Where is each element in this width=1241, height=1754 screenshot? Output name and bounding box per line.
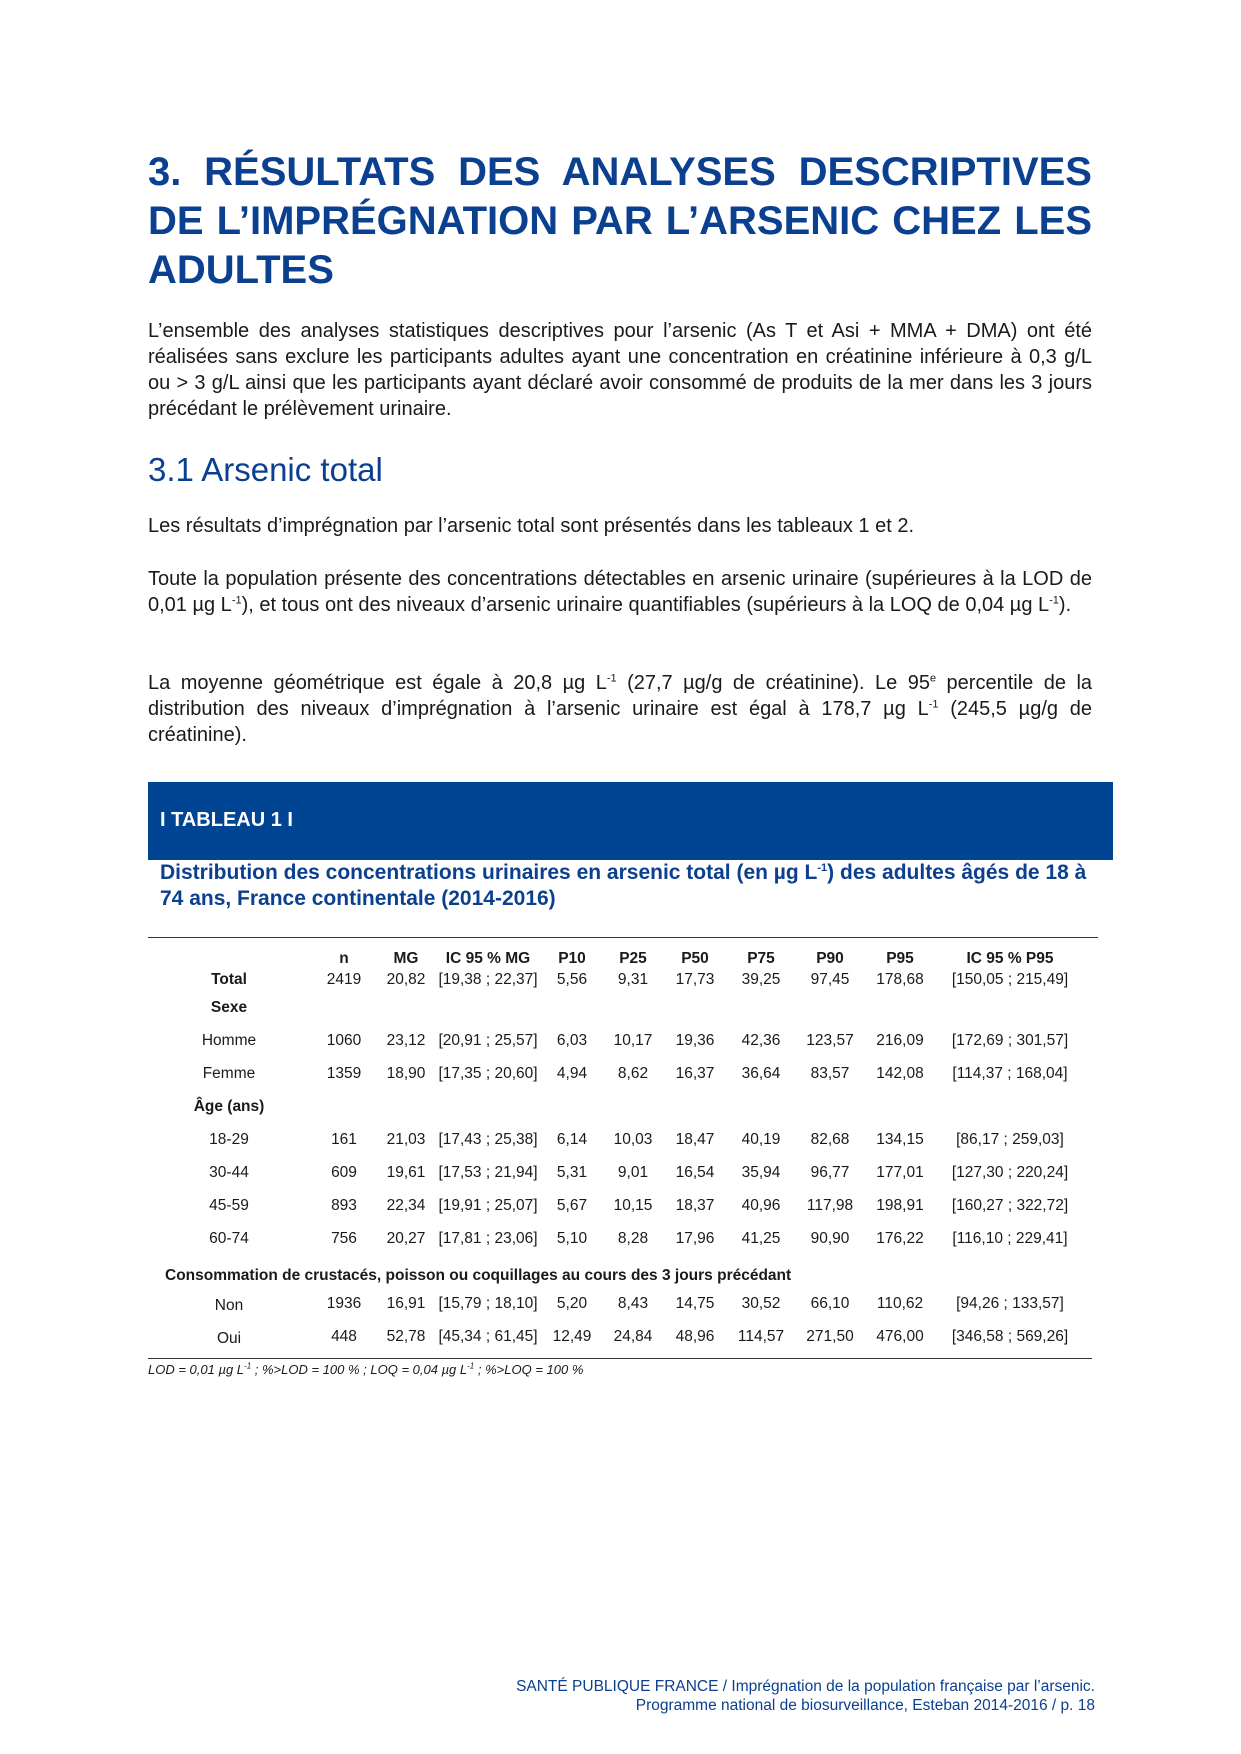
table-cell: 117,98	[806, 1196, 854, 1214]
row-label: 30-44	[209, 1163, 249, 1181]
table-row	[148, 1024, 1084, 1057]
footer-line-1: SANTÉ PUBLIQUE FRANCE / Imprégnation de la population française par l’arsenic.	[516, 1678, 1095, 1695]
table-cell: 10,03	[613, 1130, 653, 1148]
header-cell: P90	[816, 950, 844, 967]
header-cell: P50	[681, 950, 709, 967]
table-cell: 5,31	[556, 1163, 588, 1181]
table-cell: 14,75	[675, 1294, 715, 1312]
table-cell: 178,68	[876, 971, 924, 988]
row-label: Non	[214, 1297, 244, 1314]
table-cell: 66,10	[810, 1294, 850, 1312]
table-row	[148, 1156, 1084, 1189]
table-cell: [20,91 ; 25,57]	[438, 1031, 538, 1049]
table-cell: 35,94	[741, 1163, 781, 1181]
table-cell: 5,67	[556, 1196, 588, 1214]
header-cell: n	[339, 950, 349, 967]
table-row	[148, 1222, 1084, 1255]
header-cell: P75	[747, 950, 775, 967]
table-cell: 16,54	[675, 1163, 715, 1181]
header-cell: P95	[886, 950, 914, 967]
table-cell: 8,28	[617, 1229, 649, 1247]
empty-cell	[310, 991, 1084, 1024]
footer-line-2: Programme national de biosurveillance, Esteban 2014-2016 / p. 18	[635, 1697, 1095, 1714]
table-cell: [15,79 ; 18,10]	[438, 1294, 538, 1312]
header-cell-empty	[148, 938, 310, 971]
table-cell: 123,57	[806, 1031, 854, 1049]
table-header-row	[148, 938, 1084, 971]
table-cell: 10,15	[613, 1196, 653, 1214]
table-cell: [17,43 ; 25,38]	[438, 1130, 538, 1148]
table-cell: [86,17 ; 259,03]	[956, 1130, 1064, 1148]
group-label: Sexe	[210, 998, 248, 1016]
table-cell: 18,37	[675, 1196, 715, 1214]
table-cell: 9,01	[617, 1163, 649, 1181]
table-cell: 176,22	[876, 1229, 924, 1247]
table-cell: 6,14	[556, 1130, 588, 1148]
table-cell: 476,00	[876, 1327, 924, 1345]
table-cell: 893	[331, 1196, 357, 1214]
table-cell: [45,34 ; 61,45]	[438, 1327, 538, 1345]
table-cell: [17,81 ; 23,06]	[438, 1229, 538, 1247]
table-cell: 40,19	[741, 1130, 781, 1148]
table-cell: 36,64	[741, 1064, 781, 1082]
table-row	[148, 1320, 1084, 1353]
table-cell: 20,82	[386, 971, 426, 988]
table-cell: [127,30 ; 220,24]	[951, 1163, 1069, 1181]
table-cell: [346,58 ; 569,26]	[951, 1327, 1069, 1345]
table-cell: 177,01	[876, 1163, 924, 1181]
page-footer	[516, 1677, 1095, 1715]
table-cell: 40,96	[741, 1196, 781, 1214]
table-cell: 198,91	[876, 1196, 924, 1214]
table-cell: 20,27	[386, 1229, 426, 1247]
table-cell: 52,78	[386, 1327, 426, 1345]
table-cell: 39,25	[741, 971, 781, 988]
table-cell: [19,38 ; 22,37]	[438, 971, 538, 988]
row-label: Oui	[216, 1330, 242, 1347]
table-cell: 5,20	[556, 1294, 588, 1312]
superscript: -1	[231, 594, 242, 607]
table-cell: 41,25	[741, 1229, 781, 1247]
table-cell: [19,91 ; 25,07]	[438, 1196, 538, 1214]
table-cell: 609	[331, 1163, 357, 1181]
header-cell: IC 95 % P95	[966, 950, 1054, 967]
table-cell: 48,96	[675, 1327, 715, 1345]
table-cell: 22,34	[386, 1196, 426, 1214]
table-cell: [114,37 ; 168,04]	[952, 1064, 1068, 1082]
header-cell: P10	[558, 950, 586, 967]
table-cell: 1060	[326, 1031, 362, 1049]
table-cell: 42,36	[741, 1031, 781, 1049]
text-segment: La moyenne géométrique est égale à 20,8 µg L	[148, 672, 607, 694]
table-cell: [17,53 ; 21,94]	[438, 1163, 538, 1181]
text-segment: (27,7 µg/g de créatinine). Le 95	[616, 672, 930, 694]
text-segment: ).	[1058, 594, 1072, 616]
table-cell: 17,96	[675, 1229, 715, 1247]
caption-superscript: -1	[817, 862, 828, 874]
footnote-segment: ; %>LOQ = 100 %	[474, 1362, 584, 1377]
paragraph-tables-intro: Les résultats d’imprégnation par l’arsenic total sont présentés dans les tableaux 1 et 2.	[148, 515, 914, 537]
table-footnote	[148, 1362, 583, 1377]
table-cell: 8,62	[617, 1064, 649, 1082]
table-cell: 16,37	[675, 1064, 715, 1082]
text-segment: percentile de la distribution des niveaux d’imprégnation à l’arsenic urinaire est égal à 178,7 µg L	[148, 672, 1093, 720]
row-label: Homme	[201, 1031, 257, 1049]
superscript: -1	[1049, 594, 1059, 607]
table-cell: 17,73	[675, 971, 715, 988]
text-segment: ), et tous ont des niveaux d’arsenic urinaire quantifiables (supérieurs à la LOQ de 0,04 µg L	[241, 594, 1050, 616]
table-cell: 5,56	[556, 971, 588, 988]
table-cell: 83,57	[810, 1064, 850, 1082]
paragraph-detection	[148, 566, 1092, 618]
table-cell: 142,08	[876, 1064, 924, 1082]
footnote-superscript: -1	[467, 1361, 475, 1371]
row-label: 60-74	[209, 1229, 249, 1247]
table-cell: 114,57	[737, 1327, 785, 1345]
table-cell: 4,94	[556, 1064, 588, 1082]
table-cell: 1936	[326, 1294, 362, 1312]
table-cell: 18,90	[386, 1064, 426, 1082]
table-banner	[148, 782, 1113, 860]
table-cell: [160,27 ; 322,72]	[951, 1196, 1069, 1214]
caption-segment: Distribution des concentrations urinaires en arsenic total (en µg L	[160, 861, 818, 884]
table-banner-label: I TABLEAU 1 I	[160, 809, 293, 831]
table-group-age	[148, 1090, 1084, 1123]
caption-segment: ) des adultes âgés de 18 à 74 ans, France continentale (2014-2016)	[160, 861, 1087, 910]
table-cell: 9,31	[617, 971, 649, 988]
table-cell: 16,91	[386, 1294, 426, 1312]
intro-paragraph: L’ensemble des analyses statistiques descriptives pour l’arsenic (As T et Asi + MMA + DMA) ont été réalisées sans exclure les participants adultes ayant une concentration en créatinine inférieure à 0,3 g/L ou > 3 g/L ainsi que les participants ayant déclaré avoir consommé de produits de la mer dans les 3 jours précédant le prélèvement urinaire.	[148, 320, 1092, 420]
empty-cell	[310, 1090, 1084, 1123]
superscript: e	[929, 672, 937, 685]
table-row	[148, 1189, 1084, 1222]
group-label: Consommation de crustacés, poisson ou coquillages au cours des 3 jours précédant	[165, 1267, 792, 1284]
table-cell: 110,62	[876, 1294, 924, 1312]
footnote-superscript: -1	[244, 1361, 252, 1371]
table-cell: 96,77	[810, 1163, 850, 1181]
row-label: Femme	[202, 1064, 256, 1082]
table-cell: 23,12	[386, 1031, 426, 1049]
row-label: 45-59	[209, 1196, 249, 1214]
footnote-segment: ; %>LOD = 100 % ; LOQ = 0,04 µg L	[251, 1362, 468, 1377]
header-cell: P25	[619, 950, 647, 967]
table-bottom-rule	[148, 1358, 1092, 1359]
footnote-segment: LOD = 0,01 µg L	[148, 1362, 245, 1377]
superscript: -1	[928, 698, 939, 711]
table-cell: 97,45	[810, 971, 850, 988]
row-label: 18-29	[209, 1130, 249, 1148]
table-cell: 82,68	[810, 1130, 850, 1148]
table-cell: 10,17	[613, 1031, 653, 1049]
table-cell: 448	[331, 1327, 357, 1345]
table-cell: 756	[331, 1229, 357, 1247]
table-cell: 18,47	[675, 1130, 715, 1148]
table-cell: 161	[331, 1130, 357, 1148]
table-cell: 90,90	[810, 1229, 850, 1247]
table-cell: 6,03	[556, 1031, 588, 1049]
superscript: -1	[606, 672, 617, 685]
table-cell: 216,09	[876, 1031, 924, 1049]
table-row	[148, 1057, 1084, 1090]
table-cell: 30,52	[741, 1294, 781, 1312]
table-cell: [94,26 ; 133,57]	[956, 1294, 1064, 1312]
table-row-total	[148, 971, 1084, 991]
group-label: Âge (ans)	[193, 1097, 265, 1115]
table-cell: 8,43	[617, 1294, 649, 1312]
table-cell: 134,15	[876, 1130, 924, 1148]
table-row	[148, 1287, 1084, 1320]
table-cell: 19,36	[675, 1031, 715, 1049]
table-cell: 2419	[326, 971, 362, 988]
table-cell: [17,35 ; 20,60]	[438, 1064, 538, 1082]
table-row	[148, 1123, 1084, 1156]
table-group-consommation	[148, 1255, 1084, 1287]
table-cell: 271,50	[806, 1327, 854, 1345]
paragraph-geometric-mean	[148, 670, 1092, 748]
page-title: 3. RÉSULTATS DES ANALYSES DESCRIPTIVES DE L’IMPRÉGNATION PAR L’ARSENIC CHEZ LES ADULTES	[148, 150, 1092, 292]
table-cell: 1359	[326, 1064, 362, 1082]
header-cell: MG	[393, 950, 419, 967]
table-caption	[160, 860, 1100, 912]
table-cell: 24,84	[613, 1327, 653, 1345]
table-group-sexe	[148, 991, 1084, 1024]
table-cell: [116,10 ; 229,41]	[952, 1229, 1068, 1247]
data-table	[148, 938, 1084, 1353]
table-cell: 12,49	[552, 1327, 592, 1345]
section-heading: 3.1 Arsenic total	[148, 451, 383, 488]
table-cell: [150,05 ; 215,49]	[951, 971, 1069, 988]
table-cell: 21,03	[386, 1130, 426, 1148]
table-cell: 19,61	[386, 1163, 426, 1181]
row-label: Total	[211, 971, 247, 988]
text-segment: Toute la population présente des concentrations détectables en arsenic urinaire (supérieures à la LOD de 0,01 µg L	[148, 568, 1092, 616]
header-cell: IC 95 % MG	[445, 950, 531, 967]
text-segment: (245,5 µg/g de créatinine).	[148, 698, 1092, 746]
table-cell: 5,10	[556, 1229, 588, 1247]
table-cell: [172,69 ; 301,57]	[951, 1031, 1069, 1049]
